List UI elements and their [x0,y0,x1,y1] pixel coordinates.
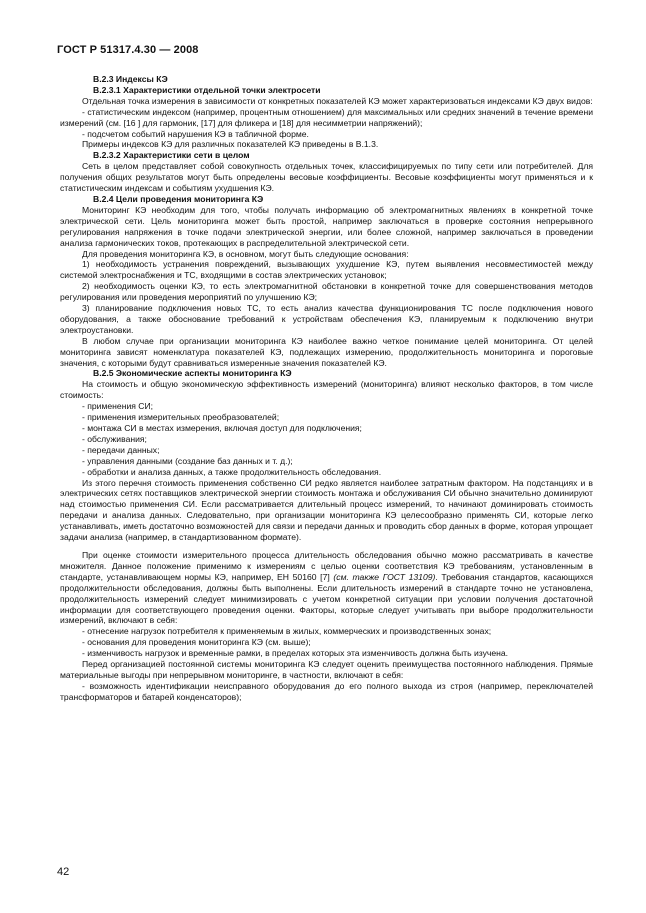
page-number: 42 [57,866,70,878]
paragraph: На стоимость и общую экономическую эффективность измерений (мониторинга) влияют несколько факторов, в том числе стоимость: [60,379,593,401]
list-item: - обслуживания; [82,433,147,444]
list-item: - применения измерительных преобразователей; [82,412,280,423]
subsection-heading-b232: В.2.3.2 Характеристики сети в целом [93,150,250,161]
list-item: - передачи данных; [82,444,160,455]
paragraph: Из этого перечня стоимость применения собственно СИ редко является наиболее затратным фактором. На подстанциях и в электрических сетях поставщиков электрической энергии стоимость монтажа и обслуживания СИ обычно значительно доминируют над стоимостью применения СИ. Если рассматривается длительный процесс измерений, то начинают доминировать стоимость передачи и анализа данных. Следовательно, при организации мониторинга КЭ целесообразно применять СИ, которые легко устанавливать, иметь достаточно возможностей для связи и передачи данных и проводить сбор данных в форме, которая упрощает задачи анализа (например, в стандартизованном формате). [60,477,593,543]
paragraph [60,550,593,626]
list-item: - изменчивость нагрузок и временные рамки, в пределах которых эта изменчивость должна быть изучена. [82,648,509,659]
list-item: - монтажа СИ в местах измерения, включая доступ для подключения; [82,423,362,433]
list-item: 3) планирование подключения новых ТС, то есть анализ качества функционирования ТС после подключения нового оборудования, а также обоснование требований к устройствам обеспечения КЭ, планируемым к подключению внутри электроустановки. [60,303,593,335]
reference-note: (см. также ГОСТ 13109) [333,571,436,582]
list-item: 1) необходимость устранения повреждений, вызывающих ухудшение КЭ, путем выявления несовместимостей между системой электроснабжения и ТС, входящими в состав электрических установок; [60,259,593,281]
list-item: - отнесение нагрузок потребителя к применяемым в жилых, коммерческих и производственных зонах; [82,626,492,637]
paragraph: Для проведения мониторинга КЭ, в основном, могут быть следующие основания: [82,248,409,259]
subsection-heading-b231: В.2.3.1 Характеристики отдельной точки электросети [93,84,321,95]
paragraph: В любом случае при организации мониторинга КЭ наиболее важно четкое понимание целей мониторинга. От целей мониторинга зависят номенклатура показателей КЭ, подлежащих измерению, продолжительность мониторинга и пороговые значения, с которыми будут сравниваться измеренные значения показателей КЭ. [60,335,593,368]
paragraph-text: При оценке стоимости измерительного процесса длительность обследования обычно можно рассматривать в качестве множителя. Данное положение применимо к измерениям с целью оценки соответствия КЭ требованиям, установленным в стандарте, устанавливающем нормы КЭ, например, ЕН 50160 [7] [60,549,593,582]
document-body [60,74,593,703]
list-item: - управления данными (создание баз данных и т. д.); [82,455,293,466]
list-item: 2) необходимость оценки КЭ, то есть электромагнитной обстановки в конкретной точке для совершенствования методов регулирования или проведения мероприятий по улучшению КЭ; [60,281,593,303]
list-item: - основания для проведения мониторинга КЭ (см. выше); [82,637,311,648]
document-header: ГОСТ Р 51317.4.30 — 2008 [57,44,199,56]
paragraph: Мониторинг КЭ необходим для того, чтобы получать информацию об электромагнитных явлениях в конкретной точке электрической сети. Цель мониторинга может быть простой, например заключаться в проверке состояния непрерывного регулирования напряжения в точке подачи электрической энергии, или более сложной, например заключаться в проведении анализа гармонических токов, протекающих в распределительной электрической сети. [60,204,593,248]
section-heading-b23: В.2.3 Индексы КЭ [93,74,168,84]
paragraph: Сеть в целом представляет собой совокупность отдельных точек, классифицируемых по типу сети или потребителей. Для получения общих результатов могут быть определены весовые коэффициенты. Весовые коэффициенты могут применяться и к статистическим индексам и событиям ухудшения КЭ. [60,161,593,194]
list-item: - возможность идентификации неисправного оборудования до его полного выхода из строя (например, переключателей трансформаторов и батарей конденсаторов); [60,680,593,702]
list-item: - обработки и анализа данных, а также продолжительность обследования. [82,466,382,477]
paragraph: Перед организацией постоянной системы мониторинга КЭ следует оценить преимущества постоянного наблюдения. Прямые материальные выгоды при непрерывном мониторинге, в частности, включают в себя: [60,659,593,680]
paragraph-text: . Требования стандартов, касающихся продолжительности обследования, должны быть выполнены. Если длительность измерений в стандарте точно не установлена, продолжительность измерений следует минимизировать с учетом конкретной ситуации при условии получения достаточной информации для соответствующего проведения оценки. Факторы, которые следует учитывать при выборе продолжительности измерений, включают в себя: [60,571,593,626]
paragraph: Примеры индексов КЭ для различных показателей КЭ приведены в В.1.3. [82,139,379,150]
list-item: - подсчетом событий нарушения КЭ в табличной форме. [82,128,309,139]
list-item: - статистическим индексом (например, процентным отношением) для максимальных или средних значений в течение времени измерений (см. [16 ] для гармоник, [17] для фликера и [18] для несимметрии напряжений); [60,106,593,128]
section-heading-b24: В.2.4 Цели проведения мониторинга КЭ [93,193,264,204]
section-heading-b25: В.2.5 Экономические аспекты мониторинга КЭ [93,368,292,379]
paragraph: Отдельная точка измерения в зависимости от конкретных показателей КЭ может характеризоваться индексами КЭ двух видов: [82,95,593,106]
list-item: - применения СИ; [82,401,154,412]
